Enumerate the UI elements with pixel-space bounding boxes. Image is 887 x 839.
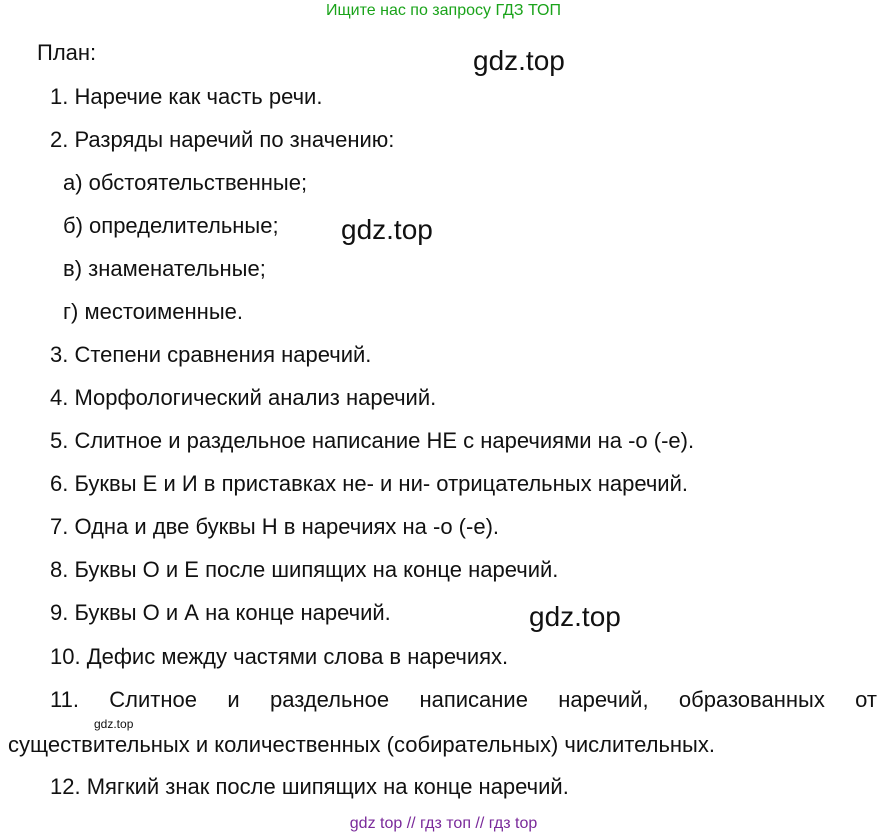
plan-item-5: 5. Слитное и раздельное написание НЕ с наречиями на -о (-е). [50,428,695,453]
footer-watermark: gdz top // гдз топ // гдз top [349,815,538,832]
plan-item-3: 3. Степени сравнения наречий. [50,342,372,367]
plan-title: План: [37,40,97,65]
plan-item-1: 1. Наречие как часть речи. [50,84,323,109]
plan-item-4: 4. Морфологический анализ наречий. [50,385,437,410]
plan-subitem-b: б) определительные; [63,213,279,238]
plan-item-11-word: раздельное [270,687,390,712]
watermark: gdz.top [341,214,433,245]
plan-item-11-first-line [50,687,877,713]
plan-item-6: 6. Буквы Е и И в приставках не- и ни- отрицательных наречий. [50,471,688,496]
watermark: gdz.top [473,45,565,76]
plan-item-7: 7. Одна и две буквы Н в наречиях на -о (-е). [50,514,500,539]
plan-item-9: 9. Буквы О и А на конце наречий. [50,600,391,625]
plan-item-11-continuation: существительных и количественных (собирательных) числительных. [8,732,715,757]
plan-subitem-g: г) местоименные. [63,299,243,324]
plan-subitem-a: а) обстоятельственные; [63,170,308,195]
plan-item-11-word: написание [419,687,528,712]
watermark: gdz.top [529,601,621,632]
search-hint-link[interactable]: Ищите нас по запросу ГДЗ ТОП [326,2,561,19]
plan-item-12: 12. Мягкий знак после шипящих на конце наречий. [50,774,569,799]
plan-item-10: 10. Дефис между частями слова в наречиях. [50,644,509,669]
plan-item-11-word: и [227,687,240,712]
watermark-small: gdz.top [94,717,134,731]
plan-item-8: 8. Буквы О и Е после шипящих на конце наречий. [50,557,559,582]
plan-item-11-word: Слитное [109,687,198,712]
plan-item-11-word: от [855,687,877,712]
plan-item-11-word: 11. [50,687,79,712]
plan-item-2: 2. Разряды наречий по значению: [50,127,395,152]
plan-item-11-word: наречий, [558,687,649,712]
plan-item-11-word: образованных [678,687,825,712]
plan-subitem-v: в) знаменательные; [63,256,266,281]
